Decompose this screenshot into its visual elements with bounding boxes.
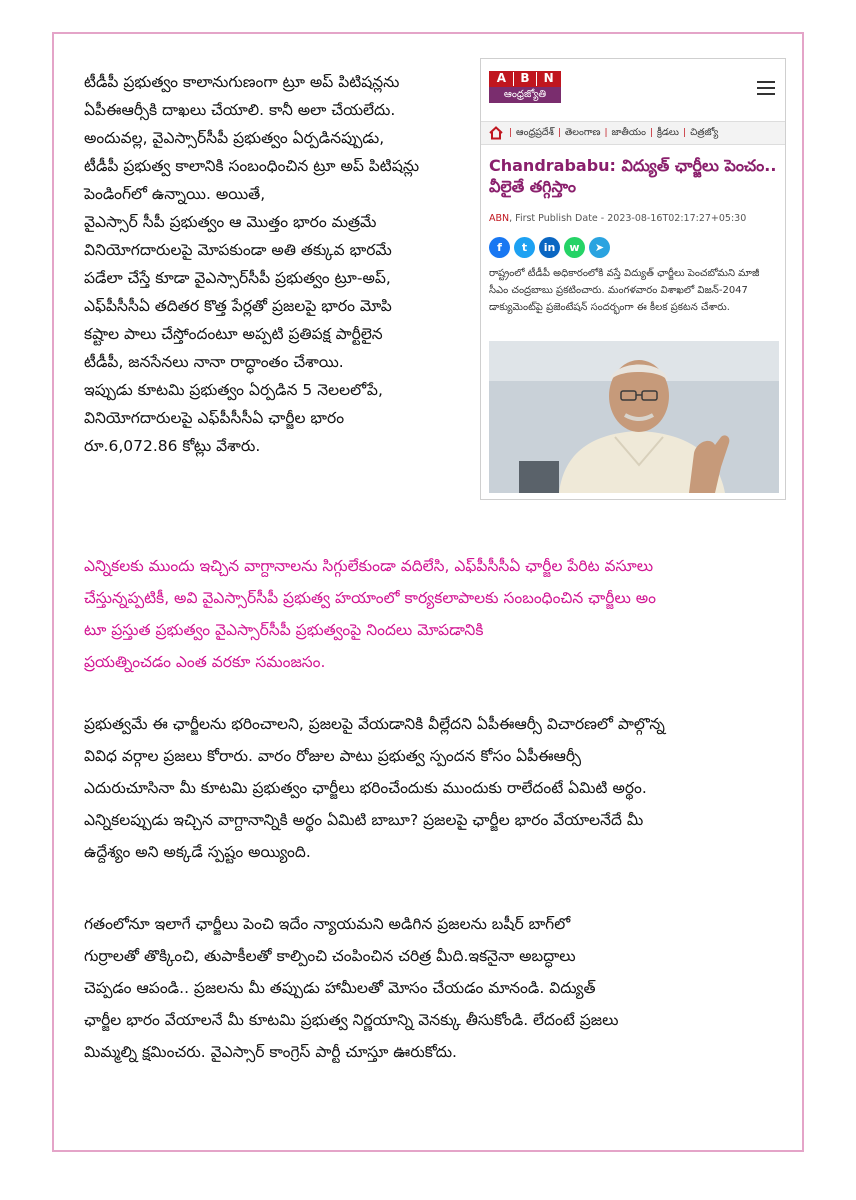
text-line: కష్టాల పాలు చేస్తోందంటూ అప్పటి ప్రతిపక్ష పార్టీలైన [84, 325, 383, 343]
news-screenshot-card [480, 58, 786, 500]
text-line: గతంలోనూ ఇలాగే ఛార్జీలు పెంచి ఇదేం న్యాయమని అడిగిన ప్రజలను బషీర్ బాగ్‌లో [84, 915, 571, 933]
text-line: ప్రభుత్వమే ఈ ఛార్జీలను భరించాలని, ప్రజలపై వేయడానికి వీల్లేదని ఏపీఈఆర్సీ విచారణలో పాల్గొన్న [84, 715, 665, 733]
text-line: పెండింగ్‌లో ఉన్నాయి. అయితే, [84, 185, 266, 203]
text-line: టీడీపీ ప్రభుత్వ కాలానికి సంబంధించిన ట్రూ అప్ పిటిషన్లు [84, 157, 420, 175]
nav-item[interactable]: క్రీడలు [656, 126, 679, 138]
abn-logo[interactable] [489, 71, 567, 105]
nav-separator: | [682, 128, 686, 138]
news-headline[interactable]: Chandrababu: విద్యుత్ ఛార్జీలు పెంచం.. వీలైతే తగ్గిస్తాం [489, 156, 777, 196]
facebook-icon[interactable]: f [489, 237, 510, 258]
text-line: వైఎస్సార్ సీపీ ప్రభుత్వం ఆ మొత్తం భారం మత్రమే [84, 213, 377, 231]
nav-separator: | [557, 128, 561, 138]
paragraph-2-highlight [84, 550, 656, 678]
text-line: గుర్రాలతో తొక్కించి, తుపాకీలతో కాల్పించి చంపించిన చరిత్ర మీది.ఇకనైనా అబద్ధాలు [84, 947, 576, 965]
news-source: ABN [489, 213, 510, 224]
text-line: టూ ప్రస్తుత ప్రభుత్వం వైఎస్సార్‌సీపీ ప్రభుత్వంపై నిందలు మోపడానికి [84, 621, 484, 639]
person-photo-illustration [489, 341, 779, 493]
linkedin-icon[interactable]: in [539, 237, 560, 258]
text-line: టీడీపీ ప్రభుత్వం కాలానుగుణంగా ట్రూ అప్ పిటిషన్లను [84, 73, 400, 91]
nav-item[interactable]: జాతీయం [611, 126, 646, 138]
text-line: పడేలా చేస్తే కూడా వైఎస్సార్‌సీపీ ప్రభుత్వం ట్రూ-అప్, [84, 269, 391, 287]
publish-meta [489, 213, 746, 224]
text-line: ఎదురుచూసినా మీ కూటమి ప్రభుత్వం ఛార్జీలు భరించేందుకు ముందుకు రాలేదంటే ఏమిటి అర్థం. [84, 779, 647, 797]
text-line: టీడీపీ, జనసేనలు నానా రాద్ధాంతం చేశాయి. [84, 353, 344, 371]
category-nav [481, 121, 785, 145]
telegram-icon[interactable]: ➤ [589, 237, 610, 258]
nav-separator: | [649, 128, 653, 138]
news-photo [489, 341, 779, 493]
logo-subtitle: ఆంధ్రజ్యోతి [489, 87, 561, 103]
paragraph-1 [84, 68, 419, 460]
text-line: ఛార్జీల భారం వేయాలనే మీ కూటమి ప్రభుత్వ నిర్ణయాన్ని వెనక్కు తీసుకోండి. లేదంటే ప్రజలు [84, 1011, 619, 1029]
text-line: ఎన్నికలప్పుడు ఇచ్చిన వాగ్దానాన్నికి అర్థం ఏమిటి బాబూ? ప్రజలపై ఛార్జీల భారం వేయాలనేదే మీ [84, 811, 644, 829]
twitter-icon[interactable]: t [514, 237, 535, 258]
news-summary: రాష్ట్రంలో టీడీపీ అధికారంలోకి వస్తే విద్యుత్ ఛార్జీలు పెంచబోమని మాజీ సీఎం చంద్రబాబు ప్రకటించారు. మంగళవారం విశాఖలో విజన్-2047 డాక్యుమెంట్‌పై ప్రజెంటేషన్ సందర్భంగా ఈ కీలక ప్రకటన చేశారు. [489, 268, 760, 313]
text-line: ఎన్నికలకు ముందు ఇచ్చిన వాగ్దానాలను సిగ్గులేకుండా వదిలేసి, ఎఫ్‌పీసీసీఏ ఛార్జీల పేరిట వసూలు [84, 557, 654, 575]
text-line: వినియోగదారులపై ఎఫ్‌పీసీసీఏ ఛార్జీల భారం [84, 409, 345, 427]
abn-logo-letters [489, 71, 561, 87]
text-line: వినియోగదారులపై మోపకుండా అతి తక్కువ భారమే [84, 241, 392, 259]
text-line: మిమ్మల్ని క్షమించరు. వైఎస్సార్ కాంగ్రెస్ పార్టీ చూస్తూ ఊరుకోదు. [84, 1043, 457, 1061]
text-line: ప్రయత్నించడం ఎంత వరకూ సమంజసం. [84, 653, 326, 671]
whatsapp-icon[interactable]: w [564, 237, 585, 258]
nav-separator: | [509, 128, 513, 138]
text-line: ఏపీఈఆర్సీకి దాఖలు చేయాలి. కానీ అలా చేయలేదు. [84, 101, 396, 119]
news-header [481, 59, 785, 119]
nav-item[interactable]: చిత్రజ్యో [690, 126, 719, 138]
hamburger-menu-icon[interactable] [757, 81, 775, 95]
logo-letter: N [536, 72, 560, 86]
text-line: రూ.6,072.86 కోట్లు వేశారు. [84, 437, 261, 455]
paragraph-3 [84, 708, 665, 868]
text-line: ఇప్పుడు కూటమి ప్రభుత్వం ఏర్పడిన 5 నెలలలోపే, [84, 381, 383, 399]
text-line: ఉద్దేశ్యం అని అక్కడే స్పష్టం అయ్యింది. [84, 843, 311, 861]
text-line: ఎఫ్‌పీసీసీఏ తదితర కొత్త పేర్లతో ప్రజలపై భారం మోపి [84, 297, 392, 315]
paragraph-4 [84, 908, 618, 1068]
publish-date: , First Publish Date - 2023-08-16T02:17:27+05:30 [509, 213, 747, 224]
nav-item[interactable]: తెలంగాణ [564, 126, 601, 138]
text-line: వివిధ వర్గాల ప్రజలు కోరారు. వారం రోజుల పాటు ప్రభుత్వ స్పందన కోసం ఏపీఈఆర్సీ [84, 747, 582, 765]
text-line: అందువల్ల, వైఎస్సార్‌సీపీ ప్రభుత్వం ఏర్పడినప్పుడు, [84, 129, 385, 147]
share-bar [489, 237, 614, 258]
nav-item[interactable]: ఆంధ్రప్రదేశ్ [516, 126, 554, 138]
logo-letter: B [513, 72, 537, 86]
text-line: చెప్పడం ఆపండి.. ప్రజలను మీ తప్పుడు హామీలతో మోసం చేయడం మానండి. విద్యుత్ [84, 979, 596, 997]
home-icon[interactable] [489, 126, 503, 140]
logo-letter: A [490, 72, 513, 86]
text-line: చేస్తున్నప్పటికీ, అవి వైఎస్సార్‌సీపీ ప్రభుత్వ హయాంలో కార్యకలాపాలకు సంబంధించిన ఛార్జీలు అం [84, 589, 656, 607]
nav-separator: | [604, 128, 608, 138]
